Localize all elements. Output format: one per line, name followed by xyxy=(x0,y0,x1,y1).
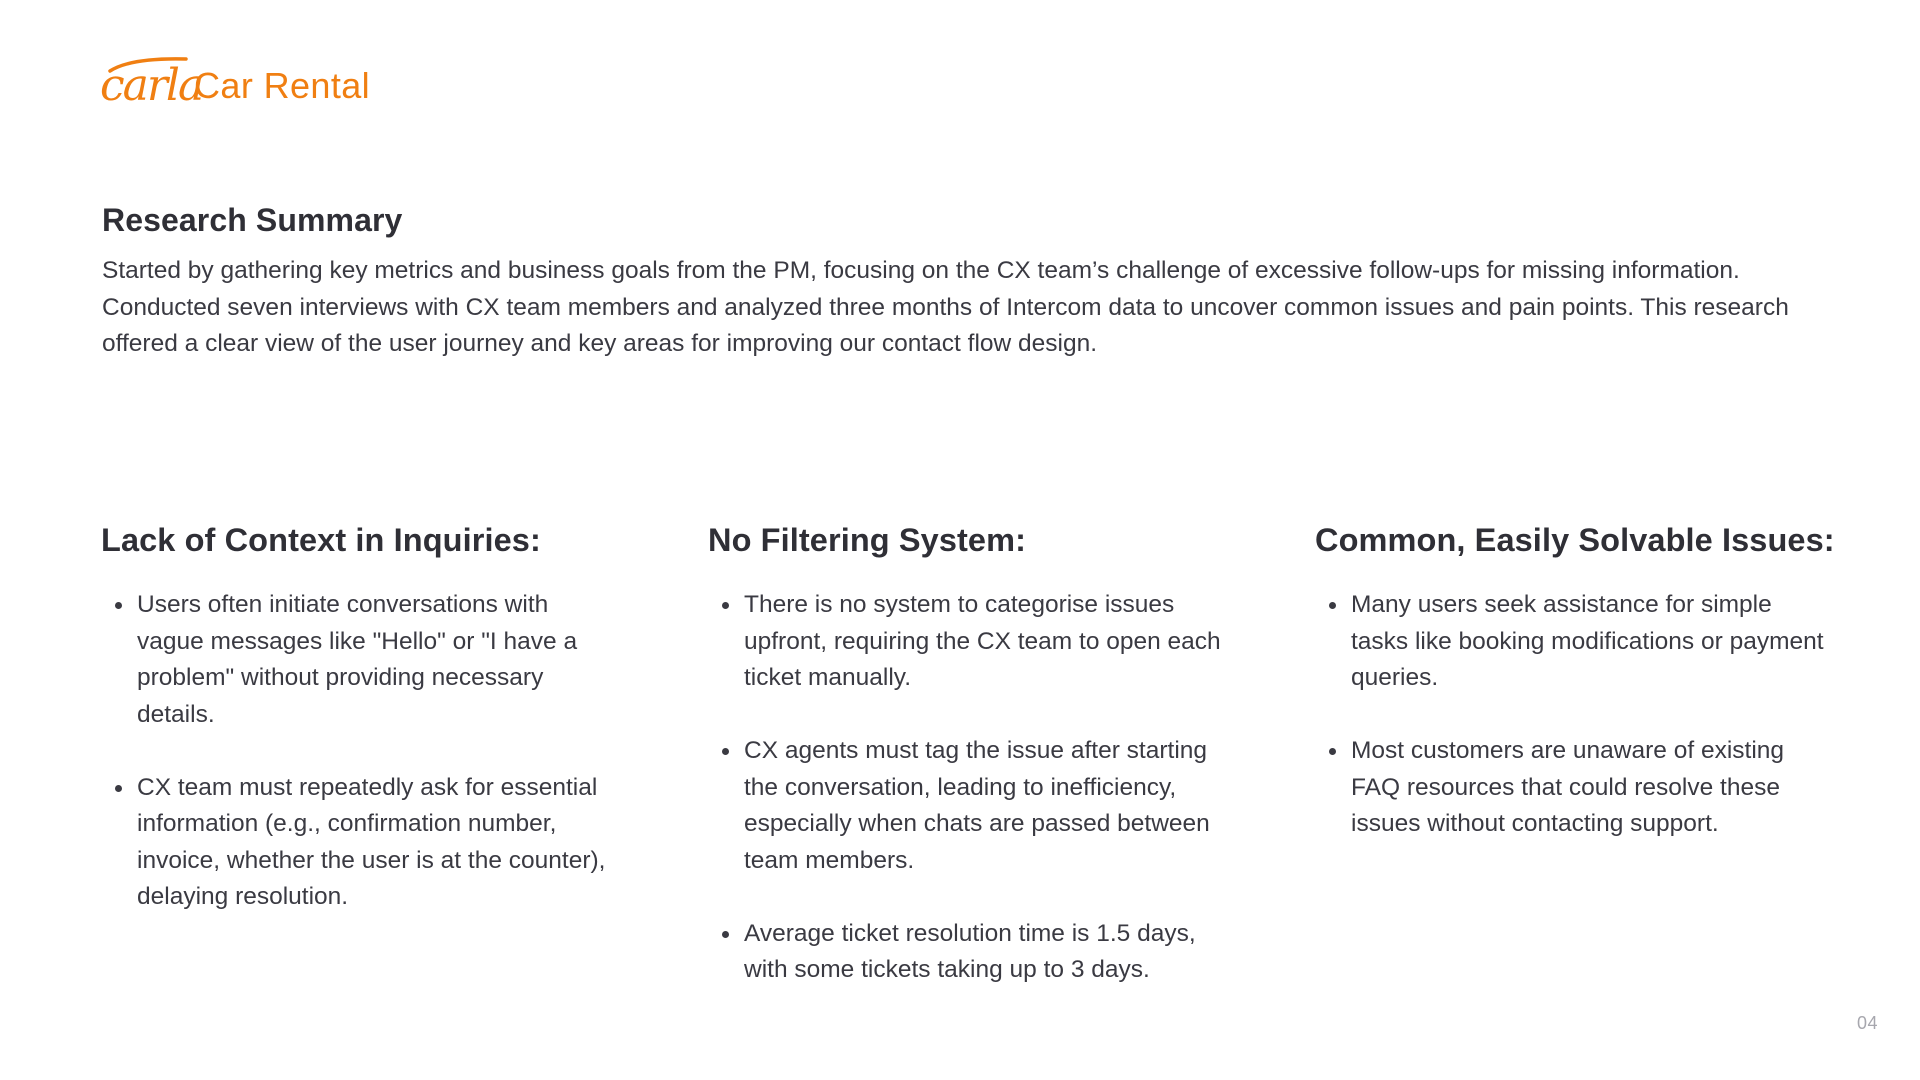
finding-column-lack-of-context xyxy=(101,522,621,952)
summary-title: Research Summary xyxy=(102,202,403,238)
logo-wordmark: Car Rental xyxy=(194,65,371,106)
bullet-item: Users often initiate conversations with vague messages like "Hello" or "I have a problem" without providing necessary details. xyxy=(137,587,621,733)
research-summary xyxy=(102,202,1842,363)
logo-script-text: carla xyxy=(100,60,203,111)
finding-column-common-issues xyxy=(1315,522,1835,879)
bullet-item: Most customers are unaware of existing FAQ resources that could resolve these issues without contacting support. xyxy=(1351,733,1835,843)
page-number: 04 xyxy=(1856,1013,1878,1033)
column-title: Lack of Context in Inquiries: xyxy=(101,522,541,558)
bullet-list xyxy=(1315,587,1835,843)
bullet-item: Many users seek assistance for simple tasks like booking modifications or payment queries. xyxy=(1351,587,1835,697)
bullet-list xyxy=(708,587,1228,989)
bullet-item: There is no system to categorise issues upfront, requiring the CX team to open each ticket manually. xyxy=(744,587,1228,697)
bullet-list xyxy=(101,587,621,916)
bullet-item: CX agents must tag the issue after starting the conversation, leading to inefficiency, especially when chats are passed between team members. xyxy=(744,733,1228,879)
bullet-item: Average ticket resolution time is 1.5 days, with some tickets taking up to 3 days. xyxy=(744,916,1228,989)
finding-column-no-filtering xyxy=(708,522,1228,1025)
findings-columns xyxy=(101,522,1861,1002)
bullet-item: CX team must repeatedly ask for essential information (e.g., confirmation number, invoice, whether the user is at the counter), delaying resolution. xyxy=(137,770,621,916)
column-title: No Filtering System: xyxy=(708,522,1027,558)
brand-logo xyxy=(100,52,371,111)
carla-logo-mark xyxy=(100,54,203,111)
summary-body: Started by gathering key metrics and business goals from the PM, focusing on the CX team’s challenge of excessive follow-ups for missing information. Conducted seven interviews with CX team members and analyzed three months of Intercom data to uncover common issues and pain points. This research offered a clear view of the user journey and key areas for improving our contact flow design. xyxy=(102,257,1789,357)
column-title: Common, Easily Solvable Issues: xyxy=(1315,522,1835,558)
